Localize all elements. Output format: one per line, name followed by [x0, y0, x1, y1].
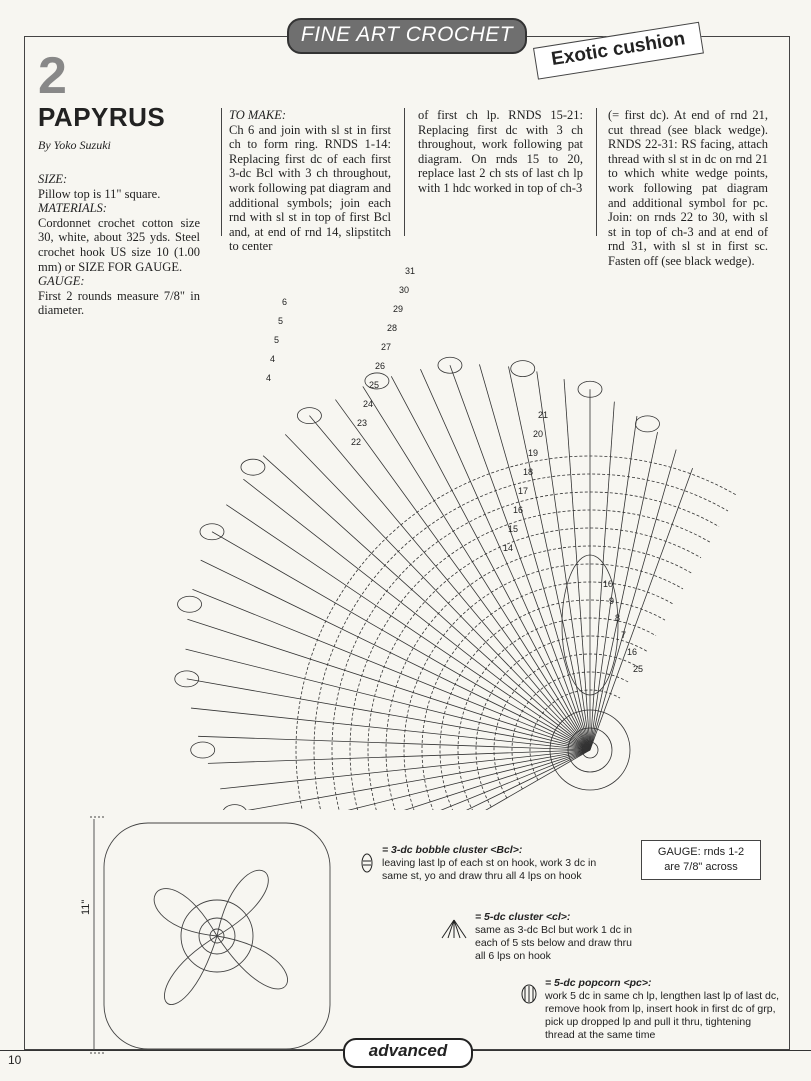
- popcorn-icon: [520, 983, 538, 1005]
- gauge-line-2: are 7/8" across: [664, 861, 738, 873]
- petal-shape: [217, 870, 268, 936]
- materials-label: MATERIALS:: [38, 201, 107, 216]
- designer-byline: By Yoko Suzuki: [38, 138, 111, 152]
- round-label: 16: [627, 647, 638, 657]
- bobble-cluster-icon: [360, 852, 374, 874]
- chart-stitch-line: [590, 402, 614, 750]
- rounds-text: of first ch lp. RNDS 15-21: Replacing first dc with 3 ch throughout, work following pat diagram. On rnds 15 to 20, replace last 2 ch sts of last ch lp with 1 hdc worked in top of ch-3: [418, 108, 583, 195]
- dimension-label: 11": [80, 899, 92, 915]
- petal-label: 5: [274, 335, 280, 345]
- chart-petal-loop: [191, 742, 215, 758]
- footer-rule: [469, 1050, 811, 1051]
- round-label: 25: [369, 380, 380, 390]
- gauge-box: [641, 840, 761, 880]
- to-make-label: TO MAKE:: [229, 108, 287, 122]
- materials-text: Cordonnet crochet cotton size 30, white, about 325 yds. Steel crochet hook US size 10 (1.00 mm) or SIZE FOR GAUGE.: [38, 215, 200, 274]
- page-number: 10: [8, 1053, 22, 1067]
- column-divider: [221, 108, 222, 236]
- gauge-text: First 2 rounds measure 7/8" in diameter.: [38, 288, 200, 318]
- cushion-preview: [90, 815, 340, 1065]
- chart-stitch-line: [391, 376, 590, 750]
- column-divider: [596, 108, 597, 236]
- chart-stitch-line: [187, 679, 590, 750]
- petal-label: 4: [270, 354, 276, 364]
- round-label: 30: [399, 285, 410, 295]
- round-label: 28: [387, 323, 398, 333]
- pattern-number: 2: [38, 47, 67, 105]
- gauge-label: GAUGE:: [38, 274, 85, 289]
- legend-bobble-cluster: [382, 844, 622, 883]
- legend-cl-text: same as 3-dc Bcl but work 1 dc in each of 5 sts below and draw thru all 6 lps on hook: [475, 924, 633, 962]
- chart-stitch-line: [187, 619, 590, 750]
- chart-stitch-line: [235, 750, 590, 810]
- chart-petal-loop: [636, 416, 660, 432]
- round-label: 9: [609, 596, 615, 606]
- chart-stitch-line: [285, 434, 590, 750]
- round-label: 17: [518, 486, 529, 496]
- chart-petal-loop: [438, 357, 462, 373]
- round-label: 7: [621, 630, 627, 640]
- round-label: 15: [508, 524, 519, 534]
- footer-rule: [0, 1050, 343, 1051]
- petal-label: 6: [282, 297, 288, 307]
- subtitle-tag: Exotic cushion: [533, 22, 704, 80]
- round-label: 31: [405, 266, 416, 276]
- round-label: 27: [381, 342, 392, 352]
- legend-bcl-text: leaving last lp of each st on hook, work 3 dc in same st, yo and draw thru all 4 lps on hook: [382, 857, 597, 882]
- crochet-chart: [60, 250, 780, 810]
- round-label: 14: [503, 543, 514, 553]
- five-dc-cluster-icon: [440, 918, 468, 940]
- size-text: Pillow top is 11" square.: [38, 186, 161, 201]
- chart-petal-loop: [223, 805, 247, 810]
- pattern-title: PAPYRUS: [38, 102, 166, 132]
- round-label: 8: [615, 613, 621, 623]
- chart-stitch-line: [590, 416, 637, 750]
- legend-pc-name: = 5-dc popcorn <pc>:: [545, 977, 652, 989]
- chart-stitch-line: [590, 450, 676, 750]
- instructions-column-1: [229, 108, 391, 254]
- column-divider: [404, 108, 405, 236]
- to-make-text: Ch 6 and join with sl st in first ch to form ring. RNDS 1-14: Replacing first dc of each first 3-dc Bcl with 3 ch throughout, work following pat diagram and additional symbols; join each rnd with sl st in top of first Bcl and, at end of rnd 14, slipstitch to center: [229, 122, 391, 254]
- chart-stitch-line: [479, 364, 590, 750]
- chart-stitch-line: [192, 589, 590, 750]
- chart-stitch-line: [309, 750, 590, 810]
- round-label: 26: [375, 361, 386, 371]
- chart-stitch-lines: [186, 364, 693, 810]
- chart-stitch-line: [186, 649, 590, 750]
- chart-stitch-line: [198, 736, 590, 750]
- chart-petal-loop: [200, 524, 224, 540]
- round-label: 20: [533, 429, 544, 439]
- round-label: 25: [633, 664, 644, 674]
- petal-shape: [164, 936, 217, 1005]
- chart-stitch-line: [208, 750, 590, 763]
- difficulty-badge: advanced: [343, 1038, 473, 1068]
- chart-petal-loop: [297, 408, 321, 424]
- size-label: SIZE:: [38, 172, 68, 186]
- legend-bcl-name: = 3-dc bobble cluster <Bcl>:: [382, 844, 523, 856]
- round-label: 10: [603, 579, 614, 589]
- chart-stitch-line: [309, 416, 590, 750]
- section-banner: FINE ART CROCHET: [287, 18, 527, 54]
- legend-cl-name: = 5-dc cluster <cl>:: [475, 911, 571, 923]
- petal-label: 4: [266, 373, 272, 383]
- chart-stitch-line: [212, 532, 590, 750]
- round-label: 21: [538, 410, 549, 420]
- petal-label: 5: [278, 316, 284, 326]
- join-text: (= first dc). At end of rnd 21, cut thread (see black wedge). RNDS 22-31: RS facing, attach thread with sl st in dc on rnd 21 to which white wedge points, work following pat diagram and additional symbol for pc. Join: on rnds 22 to 30, with sl st in top of ch-3 and at end of rnd 31, with sl st in first sc. Fasten off (see black wedge).: [608, 108, 768, 268]
- chart-petal-loop: [241, 459, 265, 475]
- round-label: 19: [528, 448, 539, 458]
- chart-stitch-line: [537, 371, 590, 750]
- chart-round-arc: [422, 582, 674, 810]
- instructions-column-3: [608, 108, 768, 269]
- legend-pc-text: work 5 dc in same ch lp, lengthen last lp of last dc, remove hook from lp, insert hook in first dc of grp, pick up dropped lp and pull it thru, tightening thread at the same time: [545, 990, 780, 1041]
- chart-petal-loop: [178, 596, 202, 612]
- gauge-line-1: GAUGE: rnds 1-2: [657, 846, 745, 858]
- legend-popcorn: [545, 977, 780, 1042]
- round-label: 18: [523, 467, 534, 477]
- petal-shape: [154, 889, 217, 936]
- round-label: 29: [393, 304, 404, 314]
- chart-stitch-line: [363, 386, 590, 750]
- chart-stitch-line: [263, 456, 590, 750]
- chart-stitch-line: [335, 400, 590, 750]
- round-label: 22: [351, 437, 362, 447]
- round-label: 24: [363, 399, 374, 409]
- chart-petal-loop: [511, 361, 535, 377]
- instructions-column-2: [418, 108, 583, 196]
- round-label: 23: [357, 418, 368, 428]
- chart-stitch-line: [243, 479, 590, 750]
- round-label: 16: [513, 505, 524, 515]
- legend-five-dc-cluster: [475, 911, 645, 963]
